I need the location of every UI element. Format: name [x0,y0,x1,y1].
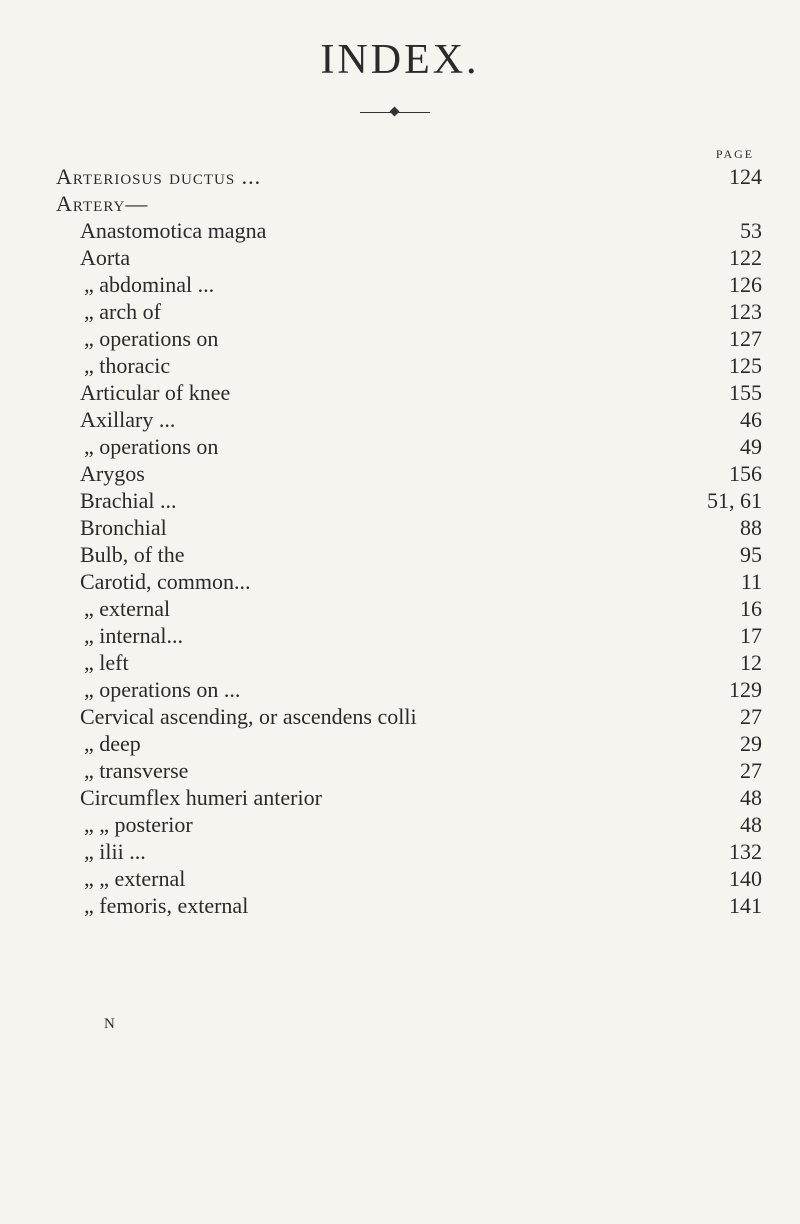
index-entry-page: 129 [729,677,762,702]
index-entry-label: Bronchial [80,515,167,540]
index-entry-label: „ deep [84,731,141,756]
index-entry [0,271,800,298]
index-entry-page: 126 [729,272,762,297]
index-entry-page: 95 [740,542,762,567]
index-entry [0,190,800,217]
index-entry-page: 51, 61 [707,488,762,513]
index-entry-page: 12 [740,650,762,675]
index-entry-page: 49 [740,434,762,459]
index-entry-label: „ external [84,596,171,621]
index-entry [0,649,800,676]
index-entry-page: 11 [740,569,762,594]
index-entry-page: 122 [729,245,762,270]
index-entry-page: 141 [729,893,762,918]
title-divider [360,112,430,113]
index-entry [0,514,800,541]
index-entry [0,730,800,757]
index-entry-label: „ femoris, external [84,893,249,918]
index-entry-page: 48 [740,785,762,810]
index-entry-label: „ operations on ... [84,677,241,702]
index-entry-label: „ arch of [84,299,161,324]
index-entry [0,568,800,595]
index-entry [0,838,800,865]
index-entry [0,757,800,784]
index-entry-label: „ ilii ... [84,839,146,864]
index-entry-label: Artery— [56,191,149,216]
index-entry [0,703,800,730]
index-entry-page: 132 [729,839,762,864]
index-entry-label: „ left [84,650,129,675]
index-entry [0,541,800,568]
index-entry-label: Carotid, common... [80,569,251,594]
index-entry-label: Cervical ascending, or ascendens colli [80,704,417,729]
index-entry-label: „ operations on [84,326,219,351]
index-entry-page: 140 [729,866,762,891]
index-entry-label: Aorta [80,245,131,270]
index-entry [0,676,800,703]
index-entry-label: „ abdominal ... [84,272,215,297]
index-entry-label: Brachial ... [80,488,177,513]
index-entry-label: Axillary ... [80,407,176,432]
index-entry-page: 29 [740,731,762,756]
index-entry-page: 155 [729,380,762,405]
index-title: INDEX. [320,37,480,83]
index-entry-label: Articular of knee [80,380,231,405]
index-entry-page: 53 [740,218,762,243]
index-entry-page: 46 [740,407,762,432]
index-entry [0,217,800,244]
index-entry [0,298,800,325]
index-entry-label: „ internal... [84,623,183,648]
index-entry [0,433,800,460]
index-entry [0,811,800,838]
index-entry-label: Circumflex humeri anterior [80,785,322,810]
index-entry [0,595,800,622]
signature-mark: N [104,1016,115,1032]
index-entries [0,163,800,919]
index-entry [0,163,800,190]
index-entry-label: „ thoracic [84,353,171,378]
index-entry [0,487,800,514]
index-entry [0,379,800,406]
index-entry-page: 17 [740,623,762,648]
index-entry-page: 16 [740,596,762,621]
index-entry [0,244,800,271]
index-entry [0,325,800,352]
divider-diamond-ornament [390,107,400,117]
index-entry-label: „ operations on [84,434,219,459]
index-entry-label: Anastomotica magna [80,218,267,243]
index-entry-page: 123 [729,299,762,324]
index-entry-page: 156 [729,461,762,486]
index-entry [0,352,800,379]
index-entry-page: 127 [729,326,762,351]
index-entry [0,892,800,919]
index-entry-page: 27 [740,758,762,783]
index-entry-page: 125 [729,353,762,378]
index-entry [0,865,800,892]
index-entry [0,406,800,433]
index-entry-page: 48 [740,812,762,837]
index-entry-label: „ „ posterior [84,812,193,837]
index-entry-page: 88 [740,515,762,540]
index-entry-page: 27 [740,704,762,729]
index-entry-page: 124 [729,164,762,189]
index-entry [0,622,800,649]
index-entry-label: Arteriosus ductus ... [56,164,262,189]
index-entry [0,784,800,811]
index-entry-label: „ „ external [84,866,186,891]
page-column-header: PAGE [715,147,755,161]
index-entry-label: „ transverse [84,758,189,783]
index-entry-label: Arygos [80,461,145,486]
index-entry-label: Bulb, of the [80,542,185,567]
index-entry [0,460,800,487]
